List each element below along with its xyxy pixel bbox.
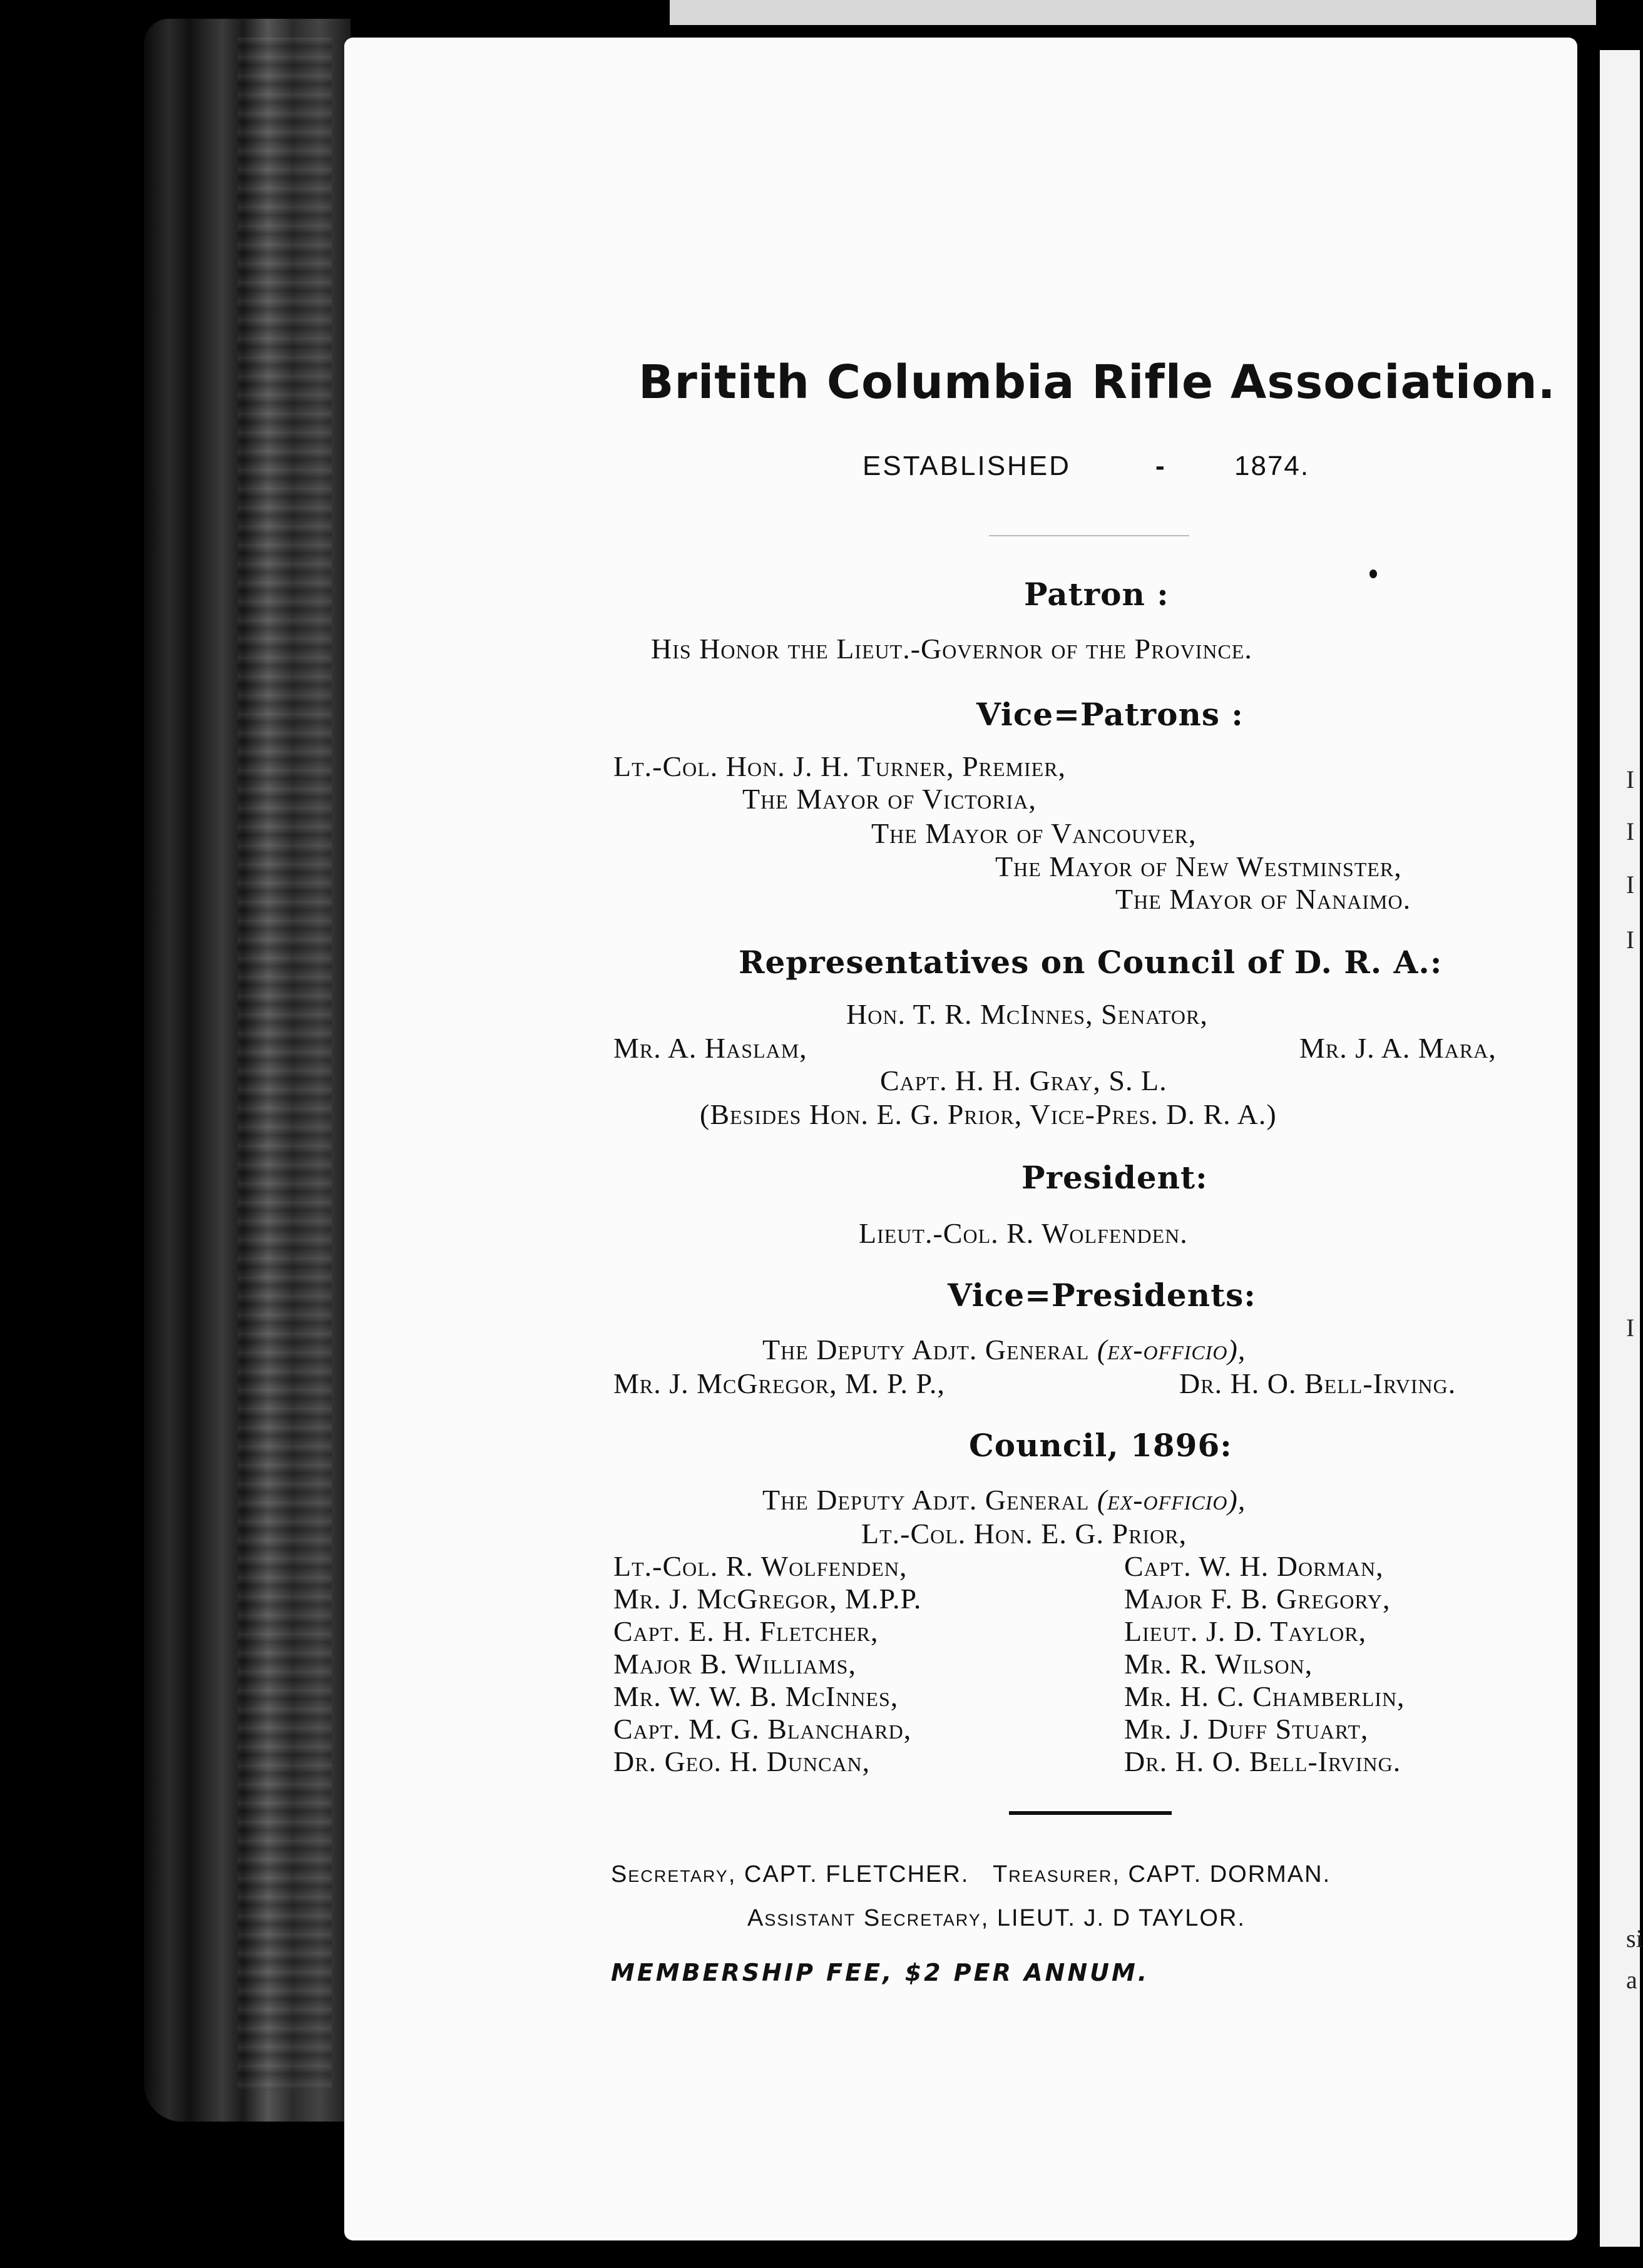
established-label: ESTABLISHED [862,451,1071,481]
representatives-left: Mr. A. Haslam, [613,1032,807,1064]
president-heading: President: [1021,1159,1208,1196]
council-member: Major F. B. Gregory, [1124,1583,1391,1615]
title-divider [989,535,1189,536]
vice-patron-line: The Mayor of Vancouver, [871,817,1197,849]
patron-heading: Patron : [1024,576,1169,613]
established-year: 1874. [1234,451,1310,481]
vice-presidents-right: Dr. H. O. Bell-Irving. [1179,1367,1456,1399]
patron-line: His Honor the Lieut.-Governor of the Province. [651,633,1252,665]
council-member: Major B. Williams, [613,1648,856,1680]
treasurer-label: Treasurer, [993,1861,1120,1887]
council-office: The Deputy Adjt. General [762,1484,1090,1516]
vice-presidents-heading: Vice=Presidents: [948,1277,1256,1314]
treasurer-name: CAPT. DORMAN. [1128,1861,1331,1887]
representatives-line: Hon. T. R. McInnes, Senator, [846,998,1208,1030]
assistant-secretary-name: LIEUT. J. D TAYLOR. [996,1905,1246,1931]
assistant-secretary-label: Assistant Secretary, [747,1905,990,1931]
ex-officio-note: (ex-officio), [1097,1484,1246,1516]
council-member: Mr. H. C. Chamberlin, [1124,1680,1405,1712]
section-divider [1009,1811,1172,1815]
book-spine-texture [238,38,332,2090]
representatives-line: Capt. H. H. Gray, S. L. [880,1065,1167,1096]
council-member: Mr. J. Duff Stuart, [1124,1713,1369,1745]
ex-officio-note: (ex-officio), [1097,1334,1246,1366]
membership-fee: MEMBERSHIP FEE, $2 PER ANNUM. [611,1959,1150,1986]
secretary-label: Secretary, [611,1861,737,1887]
adjacent-page-fragment: a [1626,1966,1637,1994]
council-member: Capt. M. G. Blanchard, [613,1713,912,1745]
document-title: Britith Columbia Rifle Association. [638,355,1556,409]
adjacent-page-edge [1600,50,1640,2247]
adjacent-page-fragment: I [1626,817,1635,845]
officers-line [611,1861,1331,1888]
council-member: Capt. E. H. Fletcher, [613,1615,879,1647]
council-member: Dr. H. O. Bell-Irving. [1124,1745,1401,1777]
council-member: Lt.-Col. R. Wolfenden, [613,1550,908,1582]
council-member: Lieut. J. D. Taylor, [1124,1615,1367,1647]
council-heading: Council, 1896: [969,1427,1232,1464]
adjacent-page-fragment: si [1626,1924,1643,1953]
council-member: Mr. J. McGregor, M.P.P. [613,1583,922,1615]
vice-patrons-heading: Vice=Patrons : [976,696,1244,733]
vice-presidents-office: The Deputy Adjt. General [762,1334,1090,1366]
vice-presidents-left: Mr. J. McGregor, M. P. P., [613,1367,945,1399]
adjacent-page-fragment: I [1626,871,1635,899]
vice-patron-line: Lt.-Col. Hon. J. H. Turner, Premier, [613,750,1067,782]
vice-presidents-line [762,1333,1246,1366]
vice-patron-line: The Mayor of Nanaimo. [1115,883,1411,915]
president-name: Lieut.-Col. R. Wolfenden. [859,1217,1188,1249]
council-member: Dr. Geo. H. Duncan, [613,1745,871,1777]
top-edge-strip [670,0,1596,25]
adjacent-page-fragment: I [1626,926,1635,954]
council-line [762,1483,1246,1516]
established-dash: - [1155,451,1165,481]
representatives-note: (Besides Hon. E. G. Prior, Vice-Pres. D. R. A.) [700,1098,1277,1130]
council-member: Mr. R. Wilson, [1124,1648,1313,1680]
representatives-right: Mr. J. A. Mara, [1299,1032,1497,1064]
adjacent-page-fragment: I [1626,765,1635,794]
representatives-heading: Representatives on Council of D. R. A.: [739,944,1443,981]
adjacent-page-fragment: I [1626,1314,1635,1342]
vice-patron-line: The Mayor of Victoria, [742,783,1036,815]
council-member: Capt. W. H. Dorman, [1124,1550,1384,1582]
vice-patron-line: The Mayor of New Westminster, [995,850,1402,882]
secretary-name: CAPT. FLETCHER. [744,1861,970,1887]
council-member: Mr. W. W. B. McInnes, [613,1680,899,1712]
ink-speck [1369,570,1377,578]
assistant-secretary-line [747,1905,1246,1932]
council-line: Lt.-Col. Hon. E. G. Prior, [861,1518,1187,1550]
